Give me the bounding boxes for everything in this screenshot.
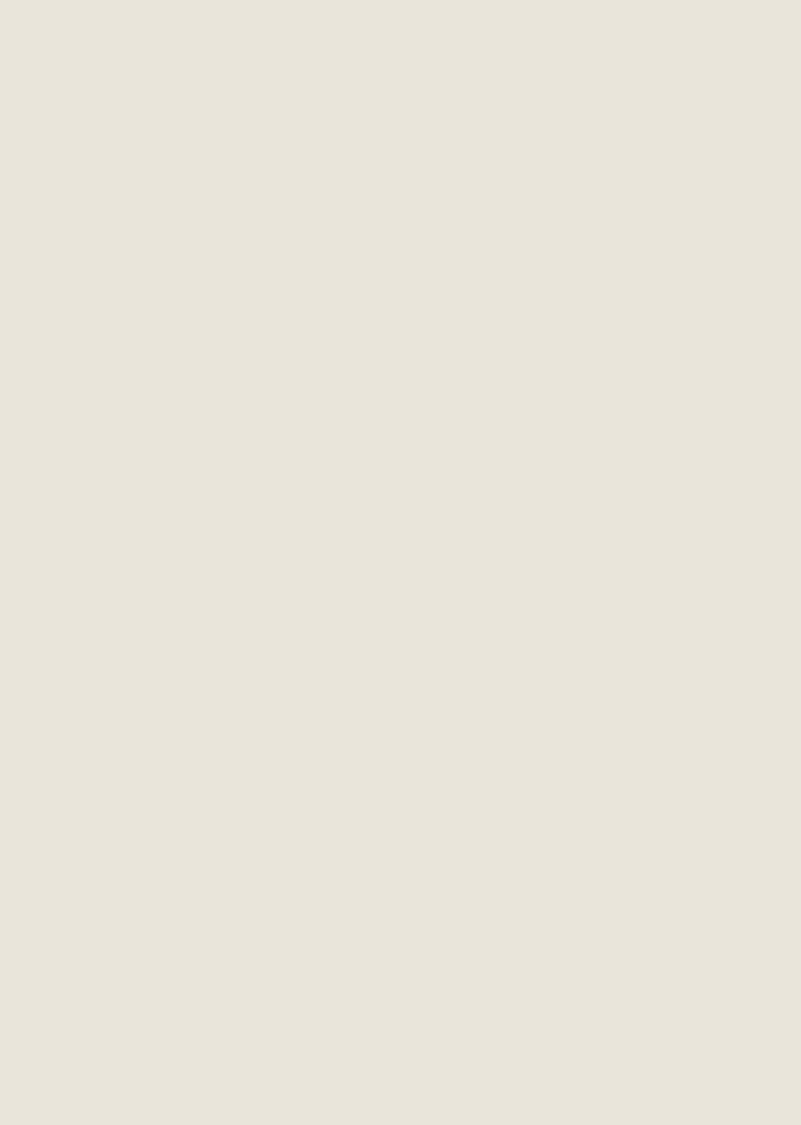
edition-line bbox=[112, 147, 761, 175]
entry-title bbox=[88, 66, 761, 122]
